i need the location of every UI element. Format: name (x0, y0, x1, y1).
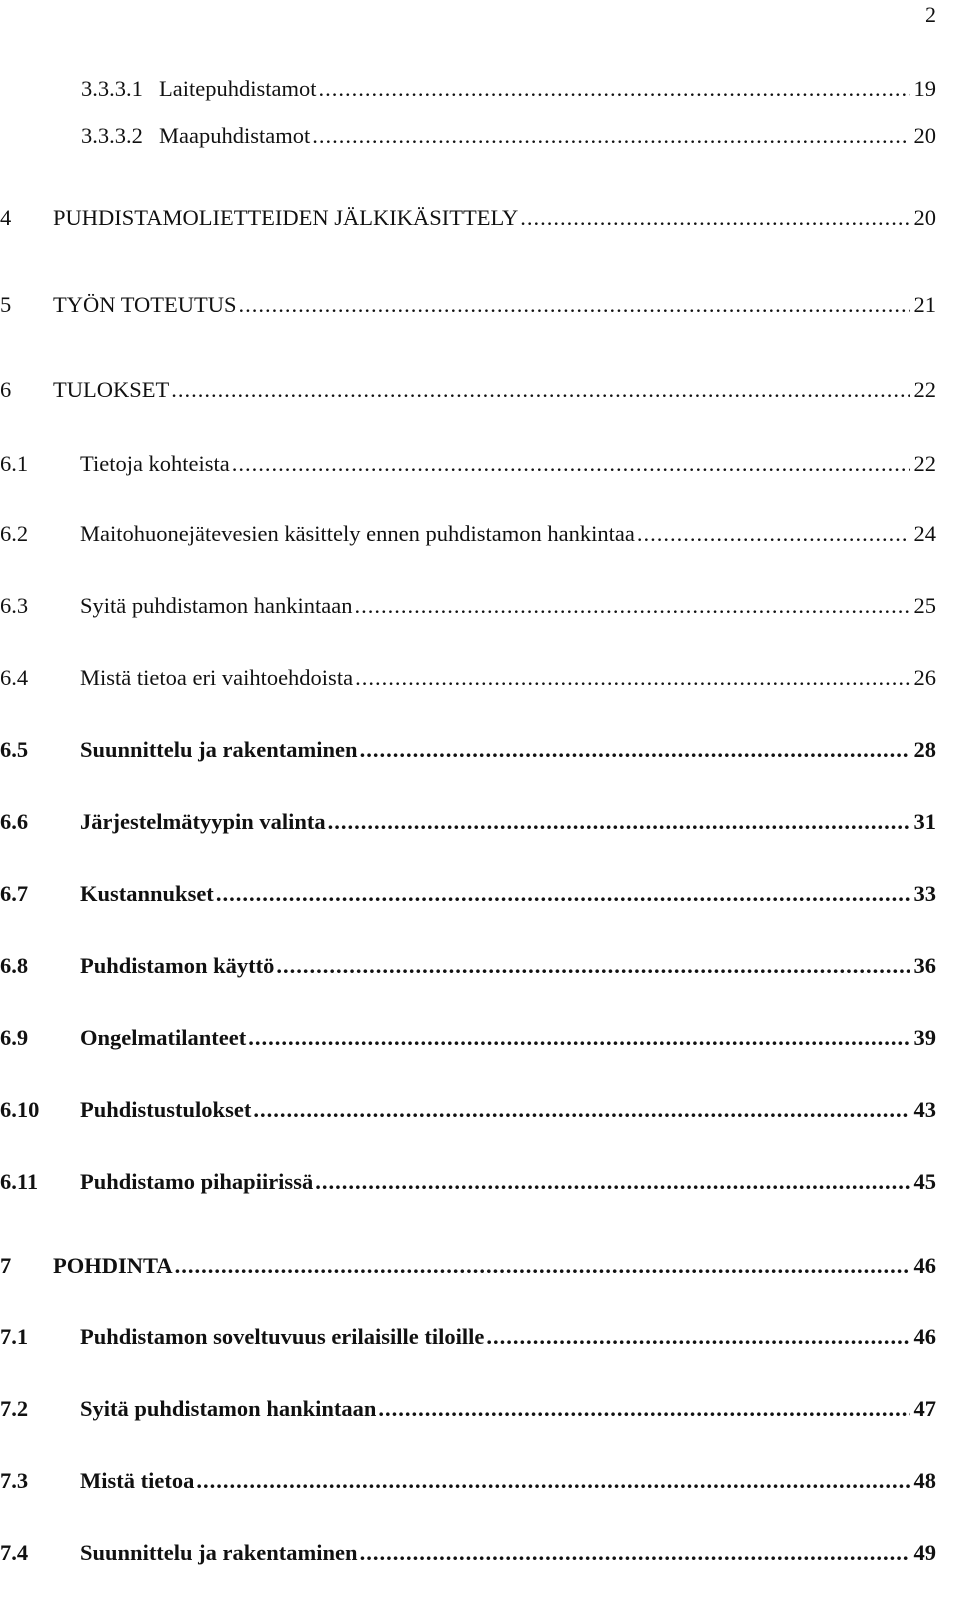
toc-entry-title: Syitä puhdistamon hankintaan (80, 593, 353, 618)
toc-entry-page: 26 (913, 665, 936, 690)
toc-leader-dots (355, 665, 909, 691)
toc-entry-number: 6.5 (0, 737, 29, 762)
toc-entry-number: 6.2 (0, 521, 29, 546)
toc-entry-page: 20 (913, 205, 936, 230)
toc-entry-number: 7.1 (0, 1324, 29, 1349)
toc-leader-dots (360, 737, 910, 763)
toc-entry-page: 48 (913, 1468, 936, 1493)
toc-entry-title: Tietoja kohteista (80, 451, 230, 476)
toc-leader-dots (175, 1253, 910, 1279)
toc-leader-dots (171, 377, 909, 403)
toc-entry-page: 20 (913, 123, 936, 148)
toc-leader-dots (378, 1396, 909, 1422)
toc-leader-dots (196, 1468, 909, 1494)
toc-entry-number: 4 (0, 205, 12, 230)
toc-entry-title: TULOKSET (53, 377, 170, 402)
toc-entry-number: 3.3.3.2 (81, 123, 143, 148)
toc-entry-number: 6.9 (0, 1025, 29, 1050)
toc-entry-3-3-3-2[interactable] (81, 123, 936, 149)
toc-entry-title: Laitepuhdistamot (159, 76, 317, 101)
toc-entry-6-11[interactable] (0, 1169, 936, 1195)
toc-entry-6-7[interactable] (0, 881, 936, 907)
toc-entry-7-4[interactable] (0, 1540, 936, 1566)
toc-entry-page: 24 (913, 521, 936, 546)
toc-entry-number: 6.7 (0, 881, 29, 906)
toc-entry-6-8[interactable] (0, 953, 936, 979)
page-number: 2 (925, 2, 936, 27)
toc-entry-number: 6.6 (0, 809, 29, 834)
toc-entry-page: 43 (913, 1097, 936, 1122)
toc-entry-title: Mistä tietoa eri vaihtoehdoista (80, 665, 354, 690)
toc-leader-dots (354, 593, 909, 619)
toc-leader-dots (637, 521, 910, 547)
toc-entry-number: 7.2 (0, 1396, 29, 1421)
toc-entry-7-1[interactable] (0, 1324, 936, 1350)
toc-leader-dots (328, 809, 910, 835)
toc-entry-page: 31 (913, 809, 936, 834)
toc-entry-6-9[interactable] (0, 1025, 936, 1051)
toc-entry-number: 6.3 (0, 593, 29, 618)
toc-entry-5[interactable] (0, 292, 936, 318)
toc-leader-dots (486, 1324, 909, 1350)
toc-entry-6-6[interactable] (0, 809, 936, 835)
toc-entry-number: 3.3.3.1 (81, 76, 143, 101)
toc-entry-title: Puhdistamo pihapiirissä (80, 1169, 314, 1194)
toc-entry-6[interactable] (0, 377, 936, 403)
toc-entry-title: Maitohuonejätevesien käsittely ennen puhdistamon hankintaa (80, 521, 635, 546)
toc-entry-6-5[interactable] (0, 737, 936, 763)
toc-entry-number: 6.4 (0, 665, 29, 690)
toc-entry-page: 46 (913, 1253, 936, 1278)
toc-entry-title: Maapuhdistamot (159, 123, 311, 148)
toc-entry-page: 22 (913, 377, 936, 402)
toc-entry-title: Puhdistamon käyttö (80, 953, 275, 978)
toc-entry-page: 49 (913, 1540, 936, 1565)
toc-entry-6-2[interactable] (0, 521, 936, 547)
toc-entry-title: POHDINTA (53, 1253, 173, 1278)
toc-leader-dots (276, 953, 909, 979)
toc-leader-dots (232, 451, 910, 477)
toc-entry-title: Kustannukset (80, 881, 214, 906)
toc-entry-number: 7 (0, 1253, 12, 1278)
toc-entry-page: 19 (913, 76, 936, 101)
toc-entry-page: 25 (913, 593, 936, 618)
toc-entry-6-3[interactable] (0, 593, 936, 619)
toc-entry-title: Puhdistamon soveltuvuus erilaisille tiloille (80, 1324, 485, 1349)
toc-leader-dots (318, 76, 909, 102)
toc-entry-title: PUHDISTAMOLIETTEIDEN JÄLKIKÄSITTELY (53, 205, 519, 230)
toc-entry-page: 33 (913, 881, 936, 906)
toc-entry-7[interactable] (0, 1253, 936, 1279)
toc-entry-number: 6.10 (0, 1097, 40, 1122)
toc-entry-page: 39 (913, 1025, 936, 1050)
toc-entry-title: Järjestelmätyypin valinta (80, 809, 326, 834)
toc-entry-number: 6 (0, 377, 12, 402)
toc-entry-number: 6.8 (0, 953, 29, 978)
toc-leader-dots (520, 205, 909, 231)
toc-entry-page: 36 (913, 953, 936, 978)
toc-entry-page: 28 (913, 737, 936, 762)
toc-entry-6-1[interactable] (0, 451, 936, 477)
toc-entry-number: 5 (0, 292, 12, 317)
toc-entry-6-4[interactable] (0, 665, 936, 691)
toc-entry-title: TYÖN TOTEUTUS (53, 292, 237, 317)
toc-entry-title: Puhdistustulokset (80, 1097, 252, 1122)
toc-entry-title: Syitä puhdistamon hankintaan (80, 1396, 377, 1421)
toc-entry-number: 6.1 (0, 451, 29, 476)
toc-entry-number: 7.4 (0, 1540, 29, 1565)
toc-entry-page: 22 (913, 451, 936, 476)
toc-entry-title: Suunnittelu ja rakentaminen (80, 737, 358, 762)
toc-entry-6-10[interactable] (0, 1097, 936, 1123)
toc-leader-dots (312, 123, 909, 149)
toc-entry-page: 21 (913, 292, 936, 317)
toc-leader-dots (239, 292, 910, 318)
toc-entry-7-2[interactable] (0, 1396, 936, 1422)
toc-entry-number: 6.11 (0, 1169, 39, 1194)
toc-entry-title: Suunnittelu ja rakentaminen (80, 1540, 358, 1565)
toc-leader-dots (253, 1097, 909, 1123)
toc-entry-title: Mistä tietoa (80, 1468, 195, 1493)
toc-entry-page: 47 (913, 1396, 936, 1421)
toc-entry-page: 46 (913, 1324, 936, 1349)
toc-entry-number: 7.3 (0, 1468, 29, 1493)
toc-leader-dots (248, 1025, 909, 1051)
toc-entry-title: Ongelmatilanteet (80, 1025, 247, 1050)
toc-entry-page: 45 (913, 1169, 936, 1194)
toc-leader-dots (216, 881, 910, 907)
toc-leader-dots (360, 1540, 910, 1566)
toc-entry-3-3-3-1[interactable] (81, 76, 936, 102)
toc-leader-dots (315, 1169, 909, 1195)
toc-entry-7-3[interactable] (0, 1468, 936, 1494)
toc-entry-4[interactable] (0, 205, 936, 231)
